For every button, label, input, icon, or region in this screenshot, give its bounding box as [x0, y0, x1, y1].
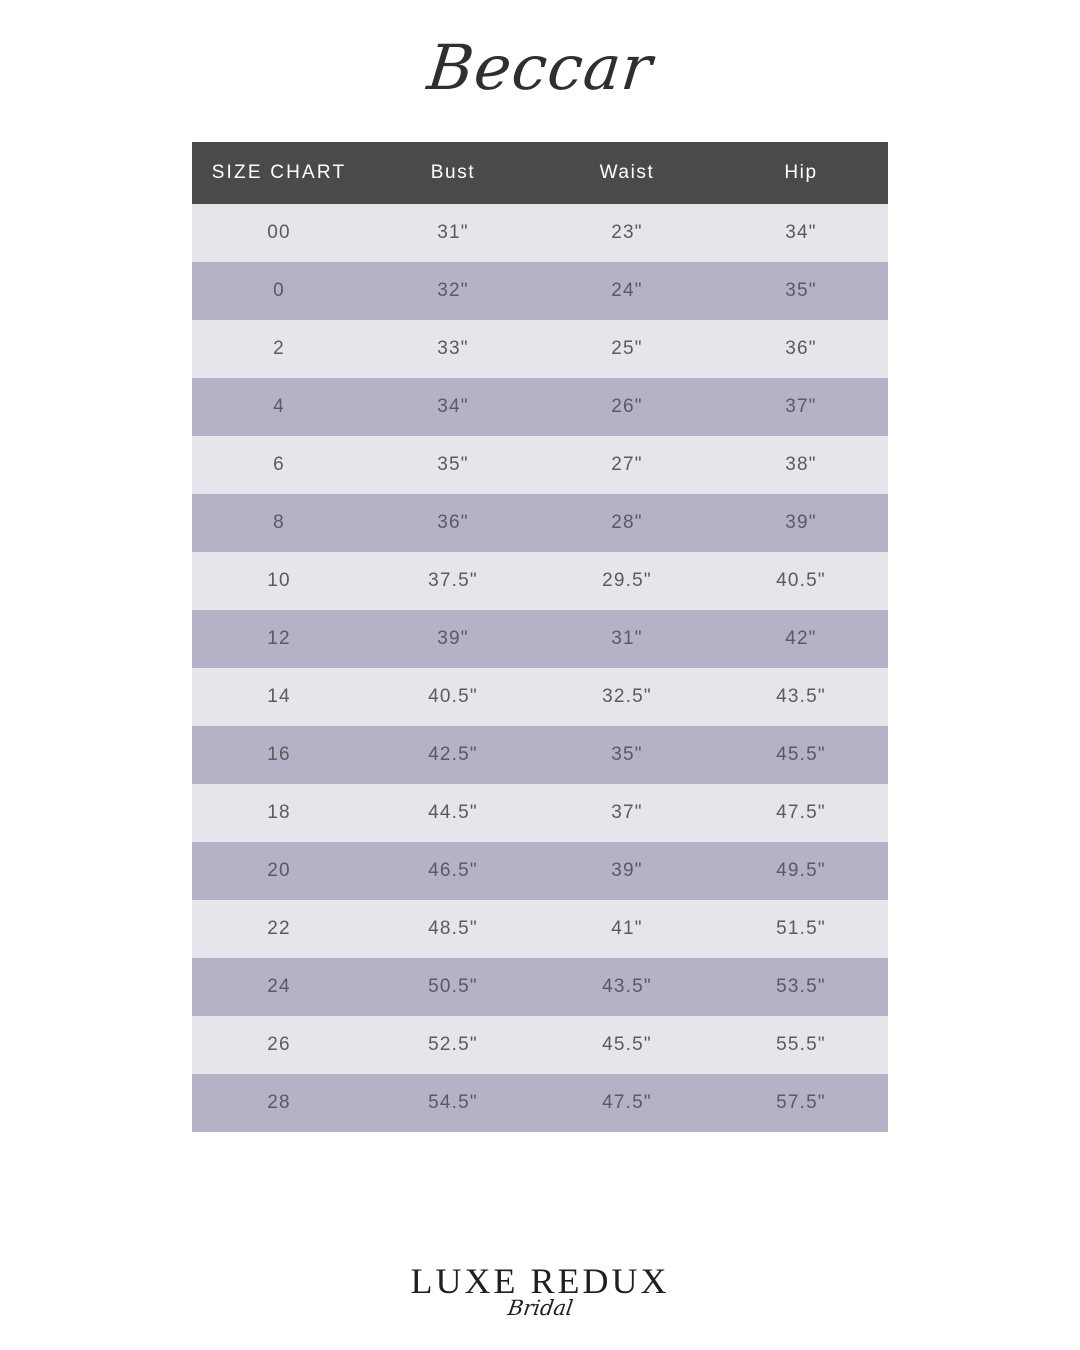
cell-waist: 39": [540, 842, 714, 900]
cell-hip: 53.5": [714, 958, 888, 1016]
table-row: [192, 842, 888, 900]
brand-name: Beccar: [424, 31, 657, 104]
footer-logo-primary: LUXE REDUX: [410, 1261, 670, 1302]
cell-bust: 40.5": [366, 668, 540, 726]
cell-size: 28: [192, 1074, 366, 1132]
column-header-waist: Waist: [540, 142, 714, 204]
cell-bust: 32": [366, 262, 540, 320]
cell-bust: 52.5": [366, 1016, 540, 1074]
column-header-bust: Bust: [366, 142, 540, 204]
cell-hip: 39": [714, 494, 888, 552]
cell-waist: 41": [540, 900, 714, 958]
header-row: [192, 142, 888, 204]
cell-bust: 37.5": [366, 552, 540, 610]
cell-bust: 31": [366, 204, 540, 262]
cell-waist: 35": [540, 726, 714, 784]
footer-logo: [0, 1262, 1080, 1320]
cell-bust: 44.5": [366, 784, 540, 842]
cell-size: 10: [192, 552, 366, 610]
cell-waist: 29.5": [540, 552, 714, 610]
cell-size: 14: [192, 668, 366, 726]
table-row: [192, 436, 888, 494]
column-header-size: SIZE CHART: [192, 142, 366, 204]
table-row: [192, 610, 888, 668]
cell-hip: 40.5": [714, 552, 888, 610]
table-row: [192, 958, 888, 1016]
cell-waist: 43.5": [540, 958, 714, 1016]
cell-bust: 46.5": [366, 842, 540, 900]
cell-hip: 51.5": [714, 900, 888, 958]
table-header: [192, 142, 888, 204]
cell-bust: 42.5": [366, 726, 540, 784]
size-chart-table: [192, 142, 888, 1132]
cell-waist: 25": [540, 320, 714, 378]
cell-size: 26: [192, 1016, 366, 1074]
cell-size: 4: [192, 378, 366, 436]
table-row: [192, 262, 888, 320]
cell-hip: 43.5": [714, 668, 888, 726]
cell-bust: 33": [366, 320, 540, 378]
cell-hip: 36": [714, 320, 888, 378]
cell-size: 00: [192, 204, 366, 262]
cell-size: 24: [192, 958, 366, 1016]
cell-hip: 38": [714, 436, 888, 494]
table-row: [192, 668, 888, 726]
cell-hip: 47.5": [714, 784, 888, 842]
cell-waist: 24": [540, 262, 714, 320]
table-row: [192, 726, 888, 784]
cell-waist: 31": [540, 610, 714, 668]
cell-size: 0: [192, 262, 366, 320]
cell-size: 12: [192, 610, 366, 668]
cell-waist: 26": [540, 378, 714, 436]
column-header-hip: Hip: [714, 142, 888, 204]
cell-bust: 35": [366, 436, 540, 494]
cell-hip: 45.5": [714, 726, 888, 784]
cell-hip: 34": [714, 204, 888, 262]
table-row: [192, 320, 888, 378]
table-row: [192, 494, 888, 552]
table-row: [192, 552, 888, 610]
cell-bust: 48.5": [366, 900, 540, 958]
cell-size: 22: [192, 900, 366, 958]
cell-waist: 28": [540, 494, 714, 552]
cell-size: 16: [192, 726, 366, 784]
cell-bust: 39": [366, 610, 540, 668]
size-chart-container: [192, 142, 888, 1132]
cell-size: 18: [192, 784, 366, 842]
cell-waist: 37": [540, 784, 714, 842]
cell-size: 2: [192, 320, 366, 378]
cell-hip: 55.5": [714, 1016, 888, 1074]
table-row: [192, 784, 888, 842]
cell-hip: 37": [714, 378, 888, 436]
cell-waist: 27": [540, 436, 714, 494]
cell-waist: 45.5": [540, 1016, 714, 1074]
table-row: [192, 204, 888, 262]
cell-waist: 47.5": [540, 1074, 714, 1132]
table-row: [192, 1016, 888, 1074]
cell-bust: 54.5": [366, 1074, 540, 1132]
footer-logo-secondary: Bridal: [505, 1296, 575, 1320]
cell-waist: 32.5": [540, 668, 714, 726]
cell-size: 20: [192, 842, 366, 900]
cell-bust: 50.5": [366, 958, 540, 1016]
table-row: [192, 1074, 888, 1132]
cell-size: 8: [192, 494, 366, 552]
cell-hip: 57.5": [714, 1074, 888, 1132]
cell-bust: 34": [366, 378, 540, 436]
cell-size: 6: [192, 436, 366, 494]
table-row: [192, 378, 888, 436]
table-row: [192, 900, 888, 958]
cell-hip: 49.5": [714, 842, 888, 900]
table-body: [192, 204, 888, 1132]
cell-hip: 42": [714, 610, 888, 668]
cell-waist: 23": [540, 204, 714, 262]
cell-bust: 36": [366, 494, 540, 552]
brand-header: [0, 18, 1080, 118]
cell-hip: 35": [714, 262, 888, 320]
